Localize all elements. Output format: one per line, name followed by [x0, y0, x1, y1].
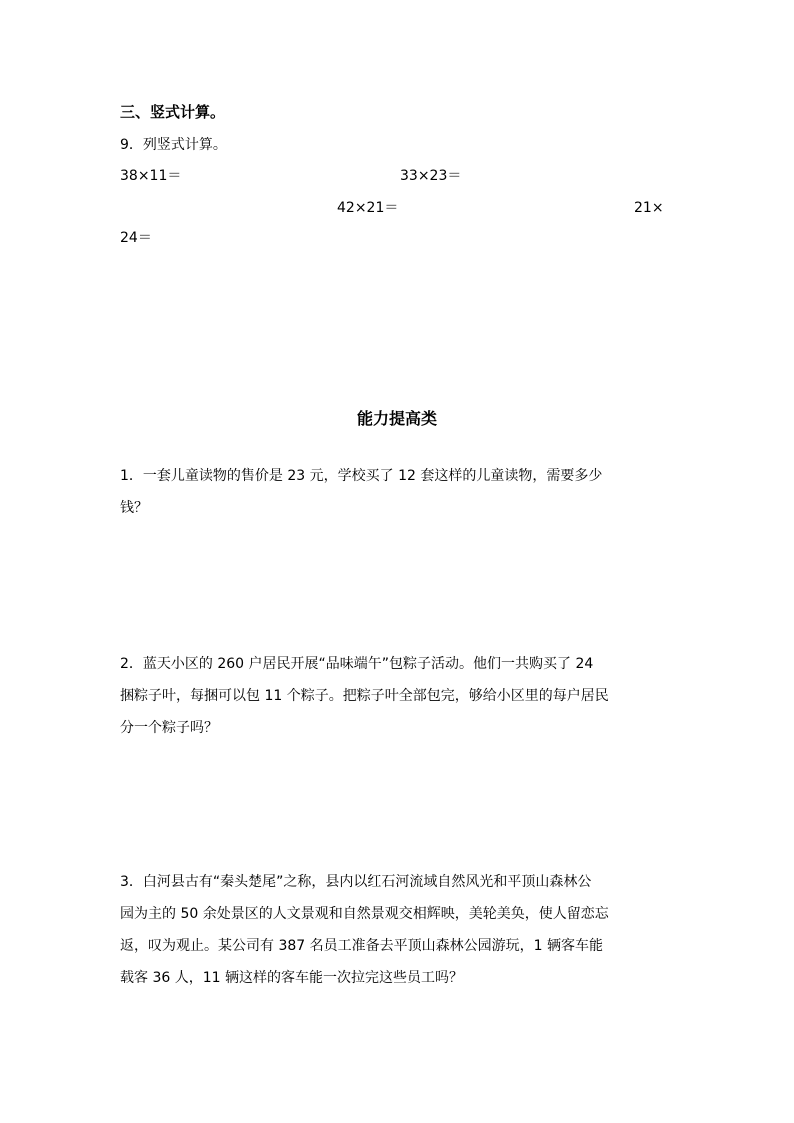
problem-3	[120, 866, 680, 994]
problem-3-line: 园为主的 50 余处景区的人文景观和自然景观交相辉映，美轮美奂，使人留恋忘	[120, 906, 609, 922]
expression-3: 42×21＝	[337, 200, 399, 216]
problem-2	[120, 648, 680, 744]
problem-3-line: 载客 36 人，11 辆这样的客车能一次拉完这些员工吗？	[120, 970, 463, 986]
expression-1: 38×11＝	[120, 168, 182, 184]
section-title: 能力提高类	[356, 409, 437, 428]
expression-4-part-1: 21×	[634, 200, 664, 216]
problem-3-line: 返，叹为观止。某公司有 387 名员工准备去平顶山森林公园游玩，1 辆客车能	[120, 938, 603, 954]
problem-2-line: 捆粽子叶，每捆可以包 11 个粽子。把粽子叶全部包完，够给小区里的每户居民	[120, 688, 609, 704]
problem-2-line: 2．蓝天小区的 260 户居民开展“品味端午”包粽子活动。他们一共购买了 24	[120, 656, 594, 672]
problem-1-line: 钱？	[120, 500, 148, 516]
expression-4-part-2: 24＝	[120, 230, 152, 246]
question-9-prompt: 9．列竖式计算。	[120, 137, 227, 153]
problem-3-line: 3．白河县古有“秦头楚尾”之称，县内以红石河流域自然风光和平顶山森林公	[120, 874, 592, 890]
problem-1	[120, 460, 680, 524]
section-heading: 三、竖式计算。	[120, 103, 226, 121]
problem-2-line: 分一个粽子吗？	[120, 720, 218, 736]
expression-2: 33×23＝	[400, 168, 462, 184]
problem-1-line: 1．一套儿童读物的售价是 23 元，学校买了 12 套这样的儿童读物，需要多少	[120, 468, 603, 484]
